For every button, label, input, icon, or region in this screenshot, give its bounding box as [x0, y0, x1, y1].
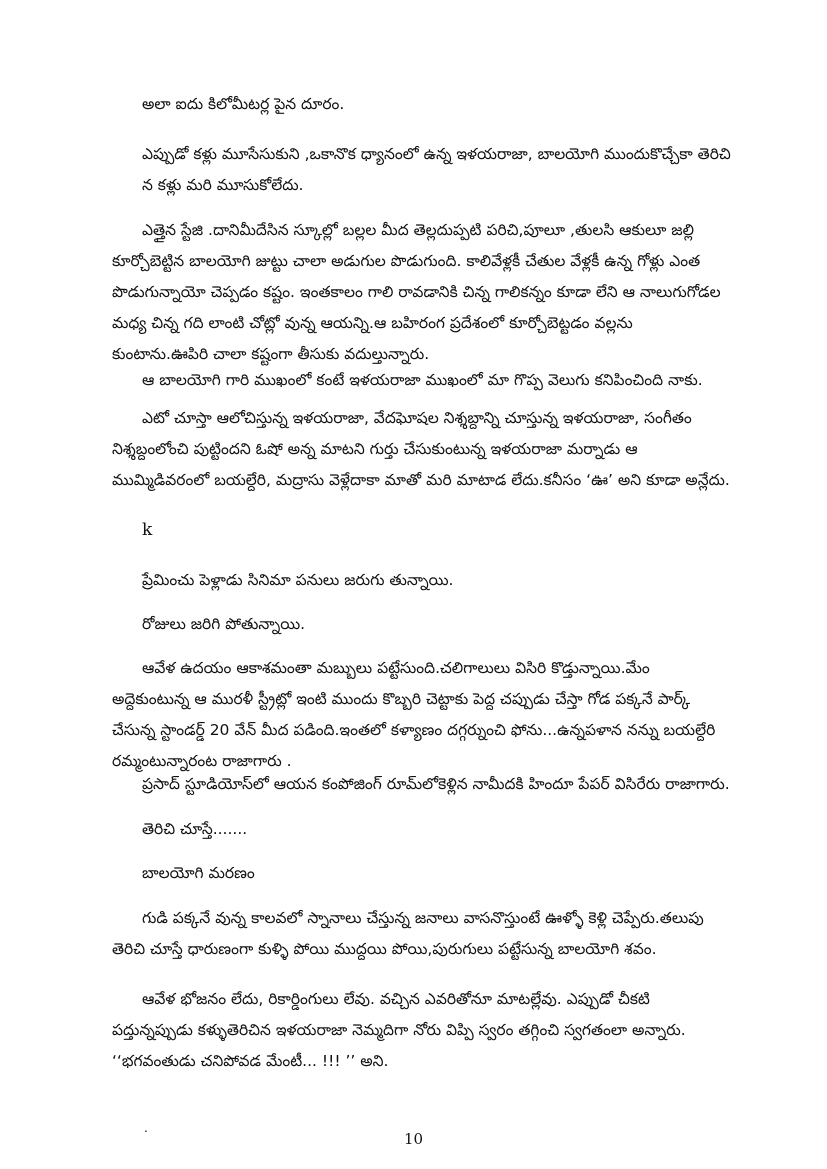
page-number: 10	[404, 1130, 424, 1148]
paragraph-1: అలా ఐదు కిలోమీటర్ల పైన దూరం.	[142, 95, 345, 113]
paragraph-2: ఎప్పుడో కళ్లు మూసేసుకుని ,ఒకానొక ధ్యానంలో ఉన్న ఇళయరాజా, బాలయోగి ముందుకొచ్చేకా తెరిచి న కళ్లు మరి మూసుకోలేదు.	[142, 145, 731, 194]
paragraph-13: ఆవేళ భోజనం లేదు, రికార్డింగులు లేవు. వచ్చిన ఎవరితోనూ మాటల్లేవు. ఎప్పుడో చీకటి పద్తున్నప్పుడు కళ్ళుతెరిచిన ఇళయరాజా నెమ్మదిగా నోరు విప్పి స్వరం తగ్గించి స్వగతంలా అన్నారు. ‘‘భగవంతుడు చనిపోవడ మేంటీ... !!! ’’ అని.	[112, 990, 686, 1070]
paragraph-4: ఆ బాలయోగి గారి ముఖంలో కంటే ఇళయరాజా ముఖంలో మా గొప్ప వెలుగు కనిపించింది నాకు.	[142, 371, 703, 389]
paragraph-7: రోజులు జరిగి పోతున్నాయి.	[142, 615, 306, 633]
paragraph-8: ఆవేళ ఉదయం ఆకాశమంతా మబ్బులు పట్టేసుంది.చలిగాలులు విసిరి కొడ్తున్నాయి.మేం అద్దెకుంటున్న ఆ మురళీ స్ట్రీట్లో ఇంటి ముందు కొబ్బరి చెట్టాకు పెద్ద చప్పుడు చేస్తా గోడ పక్కనే పార్క్ చేసున్న స్టాండర్డ్ 20 వేన్ మీద పడింది.ఇంతలో కళ్యాణం దగ్గర్నుంచి ఫోను...ఉన్నపళాన నన్ను బయల్దేరి రమ్మంటున్నారంట రాజాగారు .	[112, 659, 716, 770]
paragraph-9: ప్రసాద్ స్టూడియోస్‌లో ఆయన కంపోజింగ్ రూమ్‌లోకెళ్లిన నామీదకి హిందూ పేపర్ విసిరేరు రాజాగారు.	[142, 775, 730, 793]
paragraph-12: గుడి పక్కనే వున్న కాలవలో స్నానాలు చేస్తున్న జనాలు వాసనొస్తుంటే ఊళ్ళో కెళ్లి చెప్పేరు.తలుపు తెరిచి చూస్తే ధారుణంగా కుళ్ళి పోయి ముద్దయి పోయి,పురుగులు పట్టేసున్న బాలయోగి శవం.	[112, 909, 704, 958]
paragraph-6: ప్రేమించు పెళ్లాడు సినిమా పనులు జరుగు తున్నాయి.	[142, 571, 454, 589]
footer-dot: .	[144, 1121, 148, 1135]
paragraph-11: బాలయోగి మరణం	[142, 864, 255, 882]
paragraph-3: ఎత్తైన స్టేజి .దానిమీదేసిన స్కూల్లో బల్లల మీద తెల్లదుప్పటి పరిచి,పూలూ ,తులసి ఆకులూ జల్లి కూర్చోబెట్టిన బాలయోగి జుట్టు చాలా అడుగుల పొడుగుంది. కాలివేళ్లకీ చేతుల వేళ్లకీ ఉన్న గోళ్లు ఎంత పొడుగున్నాయో చెప్పడం కష్టం. ఇంతకాలం గాలి రావడానికి చిన్న గాలికన్నం కూడా లేని ఆ నాలుగుగోడల మధ్య చిన్న గది లాంటి చోట్లో వున్న ఆయన్ని.ఆ బహిరంగ ప్రదేశంలో కూర్చోబెట్టడం వల్లను కుంటాను.ఊపిరి చాలా కష్టంగా తీసుకు వదుల్తున్నారు.	[112, 221, 721, 363]
section-marker: k	[142, 520, 153, 540]
paragraph-10: తెరిచి చూస్తే.......	[142, 820, 248, 838]
paragraph-5: ఎటో చూస్తా ఆలోచిస్తున్న ఇళయరాజా, వేదఘోషల నిశ్శబ్దాన్ని చూస్తున్న ఇళయరాజా, సంగీతం నిశ్శబ్దంలోంచి పుట్టిందని ఓషో అన్న మాటని గుర్తు చేసుకుంటున్న ఇళయరాజా మర్నాడు ఆ ముమ్మిడివరంలో బయల్దేరి, మద్రాసు వెళ్లేదాకా మాతో మరి మాటాడ లేదు.కనీసం ‘ఊ’ అని కూడా అన్లేదు.	[112, 409, 730, 489]
